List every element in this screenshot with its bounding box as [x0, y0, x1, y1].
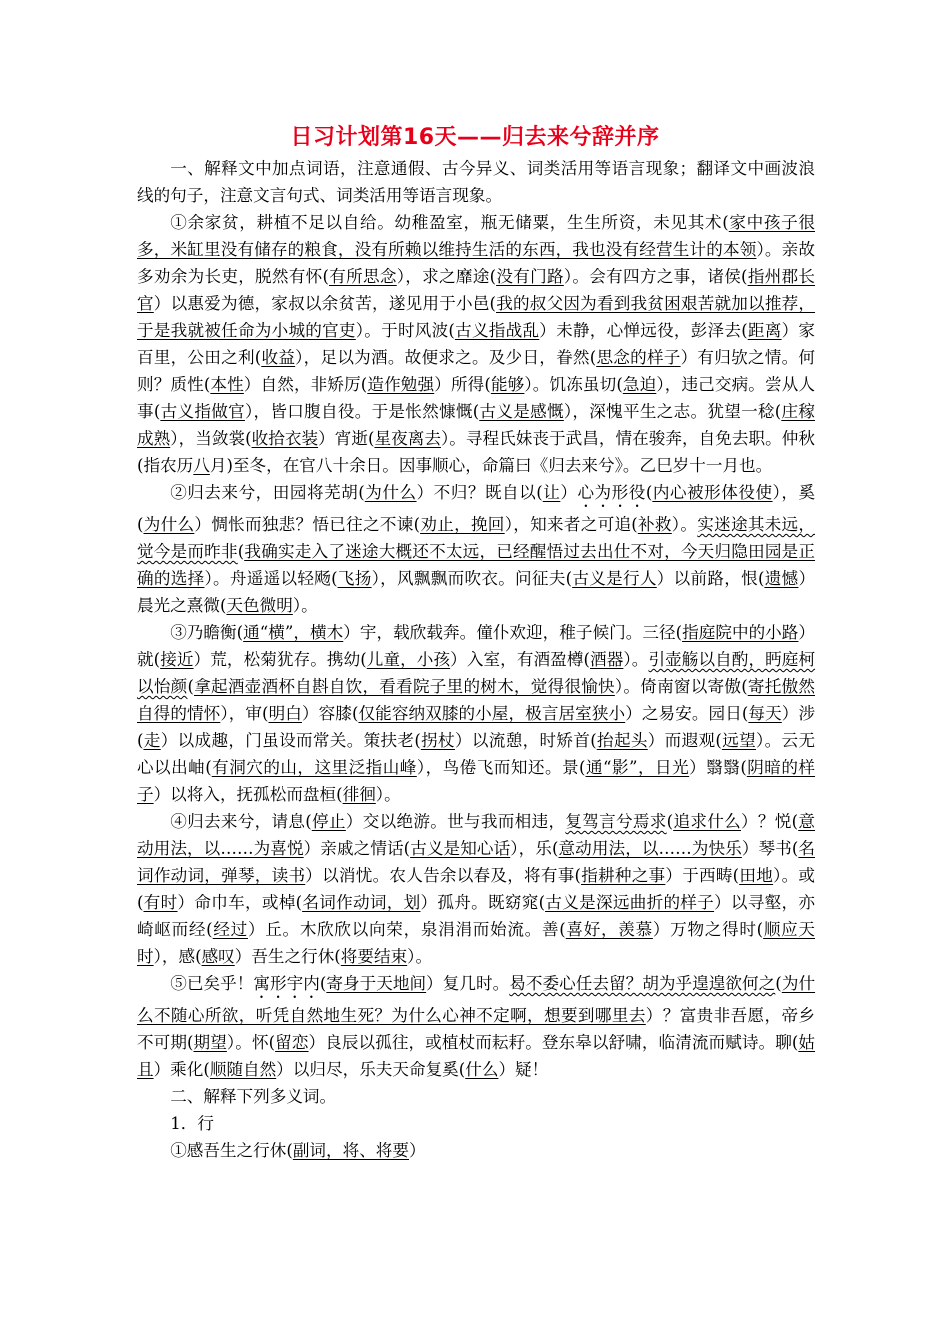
gloss-underlined: 明白 [268, 704, 302, 723]
gloss-underlined: 田地 [739, 866, 774, 885]
gloss-underlined: 我的叔父因为看到我贫困艰苦就加以推荐，于是我就被任命为小城的官吏 [137, 294, 816, 340]
gloss-underlined: 留恋 [275, 1033, 309, 1052]
plain-text: ）。寻程氏妹丧于武昌，情在骏奔，自免去职。仲秋(指农历 [137, 429, 815, 475]
page-title: 日习计划第16天——归去来兮辞并序 [290, 125, 660, 150]
gloss-underlined: 指耕种之事 [581, 866, 666, 885]
plain-text: ）家百里，公田之利( [137, 321, 815, 367]
plain-text: ）以惠爱为德，家叔以余贫苦，遂见用于小邑( [153, 294, 497, 313]
gloss-underlined: 有时 [143, 893, 178, 912]
plain-text: ( [775, 974, 782, 993]
gloss-underlined: 庄稼成熟 [137, 402, 816, 448]
plain-text: ），审( [220, 704, 269, 723]
plain-text: ）。 [671, 515, 698, 534]
plain-text: ）以寻壑，亦崎岖而经( [137, 893, 816, 939]
gloss-underlined: 停止 [311, 812, 346, 831]
gloss-underlined: 徘徊 [342, 785, 376, 804]
gloss-underlined: 经过 [212, 920, 248, 939]
gloss-underlined: 阴暗的样子 [137, 758, 816, 804]
gloss-underlined: 副词，将、将要 [292, 1141, 409, 1160]
plain-text: ）以将入，抚孤松而盘桓( [153, 785, 343, 804]
gloss-underlined: 天色微明 [226, 596, 293, 615]
gloss-underlined: 寄身于天地间 [326, 974, 427, 993]
plain-text: ）以消忧。农人告余以春及，将有事( [305, 866, 581, 885]
gloss-underlined: 意动用法，以……为快乐 [558, 839, 742, 858]
plain-text: ⑤已矣乎！ [170, 974, 254, 993]
plain-text: ）。舟遥遥以轻飏( [204, 569, 338, 588]
gloss-underlined: 每天 [748, 704, 782, 723]
plain-text: ）以归尽，乐夫天命复奚( [276, 1060, 466, 1079]
plain-text: ），乐( [510, 839, 559, 858]
plain-text: ）入室，有酒盈樽( [450, 650, 590, 669]
gloss-underlined: 本性 [210, 375, 244, 394]
plain-text: ）之易安。园日( [625, 704, 749, 723]
plain-text: ）交以绝游。世与我而相违， [345, 812, 566, 831]
plain-text: ）琴书( [741, 839, 799, 858]
paragraph-4 [137, 808, 815, 970]
plain-text: 月)至冬，在官八十余日。因事顺心，命篇曰《归去来兮》。乙巳岁十一月也。 [209, 456, 773, 475]
gloss-underlined: 收拾衣装 [251, 429, 319, 448]
gloss-underlined: 意动用法，以……为喜悦 [137, 812, 816, 858]
gloss-underlined: 儿童，小孩 [366, 650, 451, 669]
gloss-underlined: 仅能容纳双膝的小屋，极言居室狭小 [358, 704, 626, 723]
gloss-underlined: 有洞穴的山，这里泛指山峰 [211, 758, 417, 777]
gloss-underlined: 顺应天时 [137, 920, 816, 966]
plain-text: ）。或( [137, 866, 816, 912]
gloss-underlined: 没有门路 [496, 267, 564, 286]
gloss-underlined: 八 [193, 456, 210, 475]
plain-text: ①余家贫，耕植不足以自给。幼稚盈室，瓶无储粟，生生所资，未见其术( [170, 213, 729, 232]
gloss-underlined: 有所思念 [329, 267, 397, 286]
plain-text: ）万物之得时( [652, 920, 764, 939]
plain-text: ）。怀( [226, 1033, 276, 1052]
plain-text: ( [237, 542, 245, 561]
plain-text: ②归去来兮，田园将芜胡( [170, 483, 365, 502]
plain-text: ） [560, 483, 578, 502]
gloss-underlined: 收益 [261, 348, 296, 367]
gloss-underlined: 古义指战乱 [454, 321, 540, 340]
gloss-underlined: 古义是深远曲折的样子 [545, 893, 715, 912]
gloss-underlined: 名词作动词，划 [302, 893, 421, 912]
plain-text: ）。亲故多劝余为长吏，脱然有怀( [137, 240, 816, 286]
plain-text: ( [319, 974, 327, 993]
gloss-underlined: 名词作动词，弹琴，读书 [137, 839, 815, 885]
plain-text: ）翳翳( [689, 758, 747, 777]
plain-text: ）晨光之熹微( [137, 569, 816, 615]
gloss-underlined: 能够 [490, 375, 525, 394]
plain-text: ）就( [137, 623, 816, 669]
gloss-underlined: 指州郡长官 [137, 267, 816, 313]
gloss-underlined: 补救 [637, 515, 672, 534]
plain-text: ）。 [623, 650, 649, 669]
gloss-underlined: 拿起酒壶酒杯自斟自饮，看看院子里的树木，觉得很愉快 [193, 677, 615, 696]
plain-text: ①感吾生之行休( [170, 1141, 293, 1160]
plain-text: ）容膝( [301, 704, 359, 723]
plain-text: ）而遐观( [647, 731, 722, 750]
plain-text: ）亲戚之情话( [303, 839, 411, 858]
plain-text: ）。于时风波( [355, 321, 455, 340]
plain-text: ），感( [153, 947, 202, 966]
gloss-underlined: 遗憾 [764, 569, 799, 588]
gloss-underlined: 顺随自然 [209, 1060, 277, 1079]
paragraph-3 [137, 619, 815, 808]
plain-text: ）以成趣，门虽设而常关。策扶老( [160, 731, 421, 750]
plain-text: ）。倚南窗以寄傲( [614, 677, 748, 696]
gloss-underlined: 通“影”，日光 [585, 758, 690, 777]
sentence-wavy: 实迷途其未远，觉今是而昨非 [137, 515, 816, 561]
plain-text: ）吾生之行休( [234, 947, 341, 966]
instruction-2: 二、解释下列多义词。 [170, 1087, 337, 1106]
gloss-underlined: 酒器 [589, 650, 624, 669]
gloss-underlined: 指庭院中的小路 [682, 623, 799, 642]
plain-text: ），鸟倦飞而知还。景( [416, 758, 586, 777]
plain-text: ），求之靡途( [396, 267, 497, 286]
plain-text: ），风飘飘而吹衣。问征夫( [371, 569, 573, 588]
sentence-wavy: 引壶觞以自酌，眄庭柯以怡颜 [137, 650, 816, 696]
gloss-underlined: 飞扬 [337, 569, 372, 588]
plain-text: ）未静，心惮远役，彭泽去( [539, 321, 748, 340]
plain-text: ）。饥冻虽切( [524, 375, 623, 394]
plain-text: ）？富贵非吾愿，帝乡不可期( [137, 1006, 816, 1052]
gloss-underlined: 拐杖 [420, 731, 455, 750]
gloss-underlined: 内心被形体役使 [652, 483, 773, 502]
plain-text: ），违己交病。尝从人事( [137, 375, 815, 421]
item-1-heading: 1．行 [170, 1114, 214, 1133]
plain-text: ）宇，载欣载奔。僮仆欢迎，稚子候门。三径( [343, 623, 683, 642]
gloss-underlined: 为什么不随心所欲，听凭自然地生死？为什么心神不定啊，想要到哪里去 [137, 974, 816, 1025]
gloss-underlined: 将要结束 [340, 947, 408, 966]
plain-text: ）宵逝( [318, 429, 375, 448]
plain-text: ( [187, 677, 194, 696]
gloss-underlined: 远望 [721, 731, 757, 750]
plain-text: ）以前路，恨( [656, 569, 765, 588]
gloss-underlined: 距离 [747, 321, 782, 340]
plain-text: ）孤舟。既窈窕( [420, 893, 546, 912]
plain-text: ）复几时。 [426, 974, 510, 993]
gloss-underlined: 家中孩子很多，米缸里没有储存的粮食，没有所赖以维持生活的东西，我也没有经营生计的本领 [137, 213, 815, 259]
gloss-underlined: 追求什么 [673, 812, 741, 831]
plain-text: ）以流憩，时矫首( [454, 731, 597, 750]
instruction-1: 一、解释文中加点词语，注意通假、古今异义、词类活用等语言现象；翻译文中画波浪线的句子，注意文言句式、词类活用等语言现象。 [137, 159, 815, 205]
plain-text: ）。 [407, 947, 433, 966]
plain-text: ）乘化( [153, 1060, 210, 1079]
gloss-underlined: 为什么 [143, 515, 195, 534]
gloss-underlined: 古义指做官 [160, 402, 245, 421]
gloss-underlined: 喜好，羡慕 [565, 920, 653, 939]
gloss-underlined: 思念的样子 [596, 348, 681, 367]
emphasis-dotted: 寓形宇内 [253, 974, 320, 993]
gloss-underlined: 抬起头 [596, 731, 648, 750]
gloss-underlined: 走 [143, 731, 161, 750]
emphasis-dotted: 心为形役 [577, 483, 646, 502]
gloss-underlined: 期望 [193, 1033, 227, 1052]
paragraph-1 [137, 209, 815, 479]
item-1-sense-a [137, 1137, 815, 1164]
gloss-underlined: 造作勉强 [367, 375, 435, 394]
plain-text: ）。 [292, 596, 318, 615]
plain-text: ） [408, 1141, 426, 1160]
plain-text: ），足以为酒。故便求之。及少日，眷然( [295, 348, 597, 367]
gloss-underlined: 古义是行人 [572, 569, 657, 588]
sentence-wavy: 复驾言兮焉求 [565, 812, 667, 831]
plain-text: ），奚( [137, 483, 816, 534]
plain-text: ）涉( [137, 704, 816, 750]
plain-text: ）？悦( [741, 812, 799, 831]
plain-text: ）。云无心以出岫( [137, 731, 816, 777]
gloss-underlined: 古义是感慨 [479, 402, 564, 421]
gloss-underlined: 星夜离去 [374, 429, 441, 448]
plain-text: ）不归？既自以( [416, 483, 543, 502]
gloss-underlined: 劝止，挽回 [420, 515, 505, 534]
sentence-wavy: 曷不委心任去留？胡为乎遑遑欲何之 [509, 974, 776, 993]
gloss-underlined: 让 [542, 483, 561, 502]
paragraph-5 [137, 970, 815, 1083]
plain-text: ）丘。木欣欣以向荣，泉涓涓而始流。善( [247, 920, 566, 939]
plain-text: ）于西畴( [665, 866, 740, 885]
plain-text: ），皆口腹自役。于是怅然慷慨( [244, 402, 480, 421]
paragraph-2 [137, 479, 815, 619]
gloss-underlined: 急迫 [622, 375, 657, 394]
plain-text: ）惆怅而独悲？悟已往之不谏( [194, 515, 421, 534]
plain-text: ③乃瞻衡( [170, 623, 244, 642]
plain-text: ）荒，松菊犹存。携幼( [193, 650, 367, 669]
plain-text: ）有归欤之情。何则？质性( [137, 348, 815, 394]
gloss-underlined: 古义是知心话 [410, 839, 511, 858]
document-body [137, 155, 815, 1164]
plain-text: ）所得( [434, 375, 491, 394]
plain-text: ( [645, 483, 653, 502]
plain-text: ），知来者之可追( [504, 515, 638, 534]
gloss-underlined: 什么 [465, 1060, 499, 1079]
plain-text: ），当敛裳( [170, 429, 252, 448]
plain-text: ）良辰以孤往，或植杖而耘耔。登东皋以舒啸，临清流而赋诗。聊( [308, 1033, 799, 1052]
gloss-underlined: 接近 [160, 650, 194, 669]
plain-text: ( [666, 812, 674, 831]
plain-text: ），深愧平生之志。犹望一稔( [563, 402, 782, 421]
plain-text: ）。 [375, 785, 401, 804]
plain-text: ）自然，非矫厉( [243, 375, 368, 394]
plain-text: ）。会有四方之事，诸侯( [563, 267, 748, 286]
plain-text: ）疑！ [498, 1060, 549, 1079]
gloss-underlined: 感叹 [201, 947, 235, 966]
plain-text: ）命巾车，或棹( [177, 893, 303, 912]
gloss-underlined: 寄托傲然自得的情怀 [137, 677, 815, 723]
gloss-underlined: 姑且 [137, 1033, 816, 1079]
gloss-underlined: 通“横”，横木 [243, 623, 344, 642]
plain-text: ④归去来兮，请息( [170, 812, 312, 831]
gloss-underlined: 为什么 [364, 483, 417, 502]
gloss-underlined: 我确实走入了迷途大概还不太远，已经醒悟过去出仕不对，今天归隐田园是正确的选择 [137, 542, 816, 588]
